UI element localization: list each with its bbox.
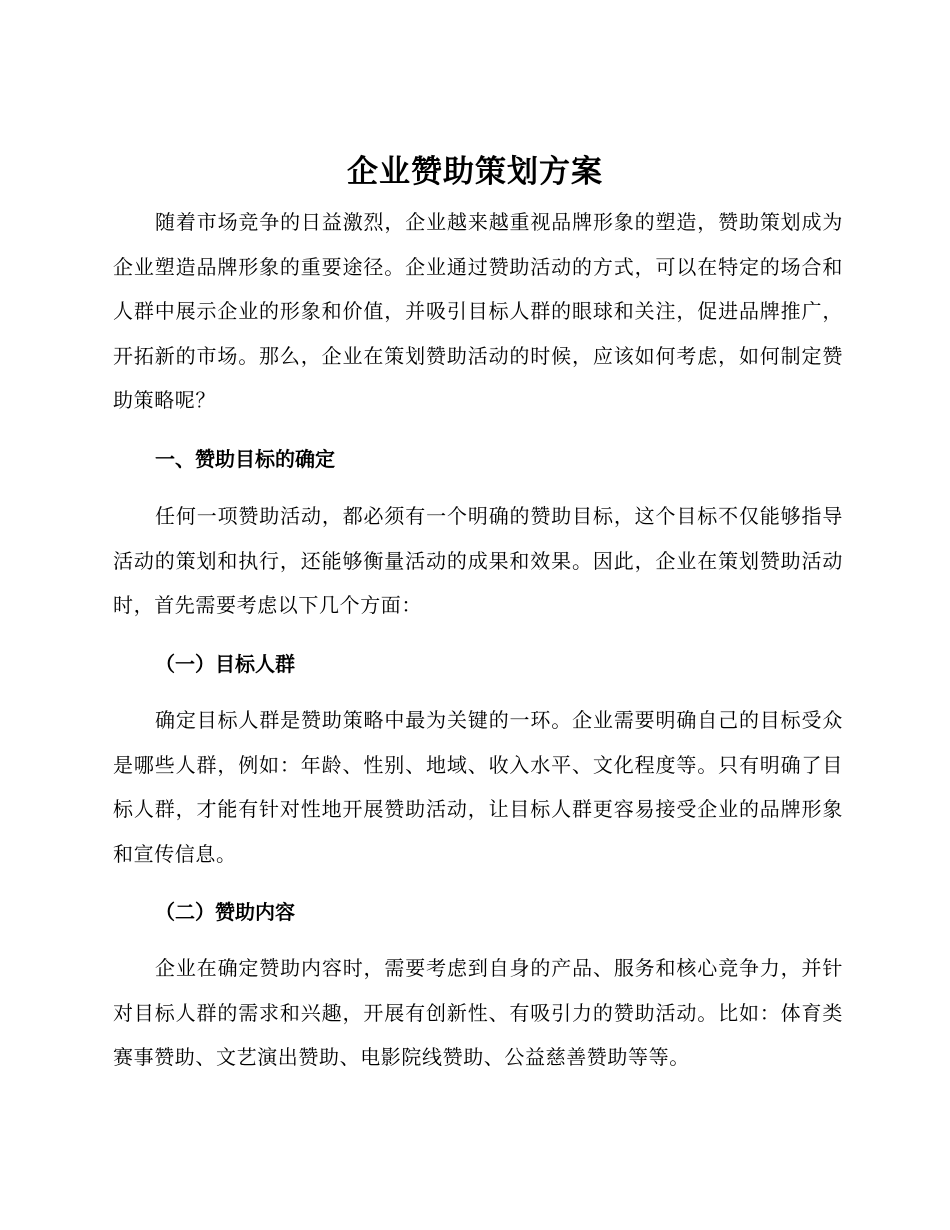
subsection-heading-sponsorship-content: （二）赞助内容 (155, 900, 295, 924)
subsection-heading-target-audience: （一）目标人群 (155, 652, 295, 676)
intro-paragraph: 随着市场竞争的日益激烈，企业越来越重视品牌形象的塑造，赞助策划成为企业塑造品牌形象的重要途径。企业通过赞助活动的方式，可以在特定的场合和人群中展示企业的形象和价值，并吸引目标人群的眼球和关注，促进品牌推广，开拓新的市场。那么，企业在策划赞助活动的时候，应该如何考虑，如何制定赞助策略呢？ (113, 210, 843, 412)
subsection-sponsorship-content-paragraph: 企业在确定赞助内容时，需要考虑到自身的产品、服务和核心竞争力，并针对目标人群的需求和兴趣，开展有创新性、有吸引力的赞助活动。比如：体育类赛事赞助、文艺演出赞助、电影院线赞助、公益慈善赞助等等。 (113, 956, 843, 1069)
section-goal-paragraph: 任何一项赞助活动，都必须有一个明确的赞助目标，这个目标不仅能够指导活动的策划和执行，还能够衡量活动的成果和效果。因此，企业在策划赞助活动时，首先需要考虑以下几个方面： (113, 504, 843, 617)
section-heading-goal: 一、赞助目标的确定 (155, 447, 335, 471)
subsection-target-audience-paragraph: 确定目标人群是赞助策略中最为关键的一环。企业需要明确自己的目标受众是哪些人群，例如：年龄、性别、地域、收入水平、文化程度等。只有明确了目标人群，才能有针对性地开展赞助活动，让目标人群更容易接受企业的品牌形象和宣传信息。 (113, 708, 843, 866)
document-title: 企业赞助策划方案 (347, 154, 603, 190)
